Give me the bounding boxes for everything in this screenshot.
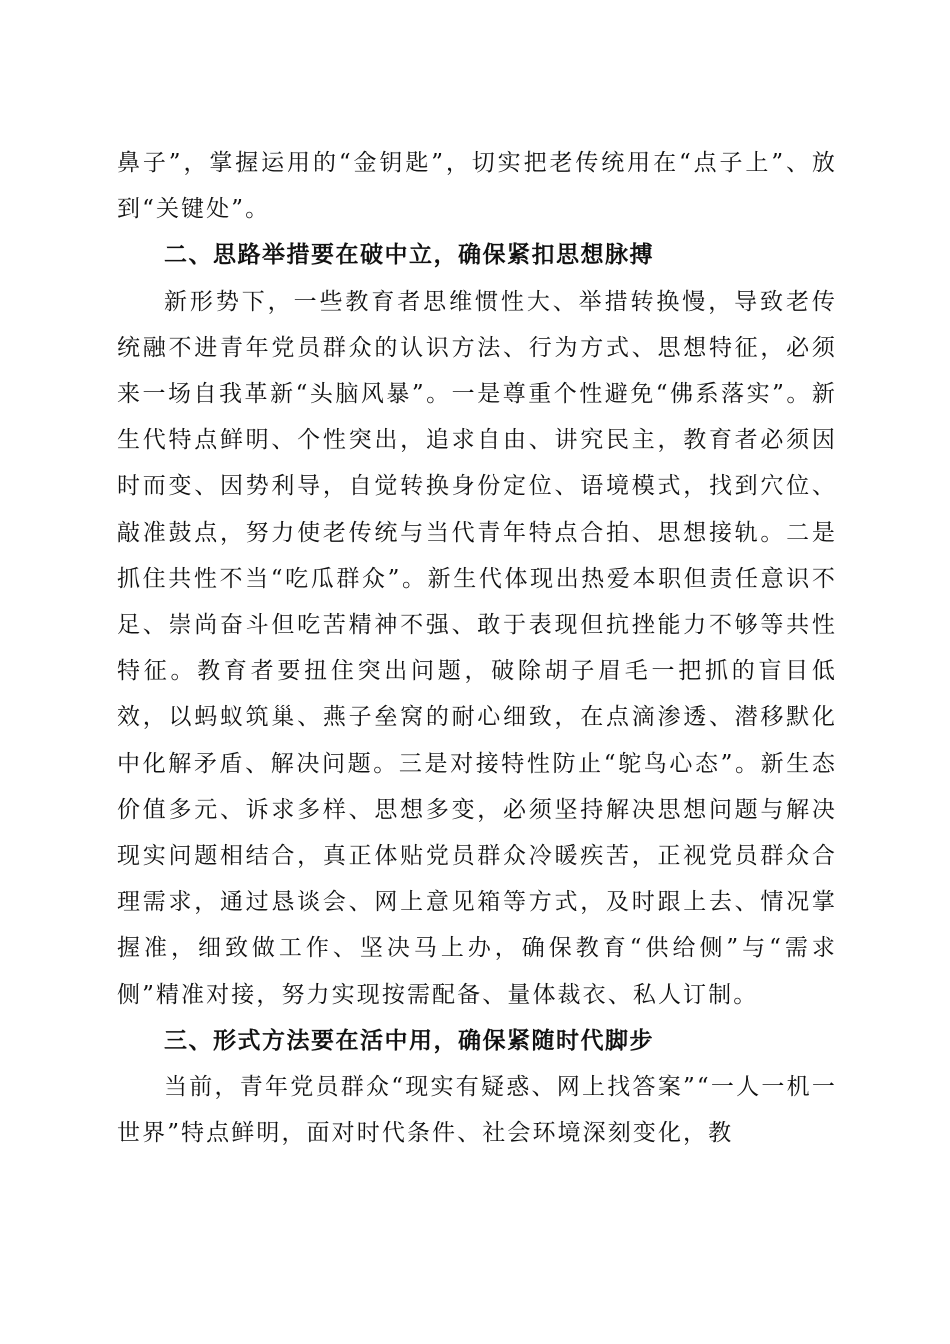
- paragraph-section-2: 新形势下，一些教育者思维惯性大、举措转换慢，导致老传统融不进青年党员群众的认识方法、行为方式、思想特征，必须来一场自我革新“头脑风暴”。一是尊重个性避免“佛系落实”。新生代特点鲜明、个性突出，追求自由、讲究民主，教育者必须因时而变、因势利导，自觉转换身份定位、语境模式，找到穴位、敲准鼓点，努力使老传统与当代青年特点合拍、思想接轨。二是抓住共性不当“吃瓜群众”。新生代体现出热爱本职但责任意识不足、崇尚奋斗但吃苦精神不强、敢于表现但抗挫能力不够等共性特征。教育者要扭住突出问题，破除胡子眉毛一把抓的盲目低效，以蚂蚁筑巢、燕子垒窝的耐心细致，在点滴渗透、潜移默化中化解矛盾、解决问题。三是对接特性防止“鸵鸟心态”。新生态价值多元、诉求多样、思想多变，必须坚持解决思想问题与解决现实问题相结合，真正体贴党员群众冷暖疾苦，正视党员群众合理需求，通过恳谈会、网上意见箱等方式，及时跟上去、情况掌握准，细致做工作、坚决马上办，确保教育“供给侧”与“需求侧”精准对接，努力实现按需配备、量体裁衣、私人订制。: [117, 288, 837, 1008]
- section-heading-2: 二、思路举措要在破中立，确保紧扣思想脉搏: [164, 242, 654, 269]
- paragraph-section-3: 当前，青年党员群众“现实有疑惑、网上找答案”“一人一机一世界”特点鲜明，面对时代条件、社会环境深刻变化，教: [117, 1074, 837, 1147]
- section-heading-3: 三、形式方法要在活中用，确保紧随时代脚步: [164, 1027, 654, 1054]
- document-body: [117, 140, 837, 1156]
- paragraph-continuation: 鼻子”，掌握运用的“金钥匙”，切实把老传统用在“点子上”、放到“关键处”。: [117, 150, 837, 223]
